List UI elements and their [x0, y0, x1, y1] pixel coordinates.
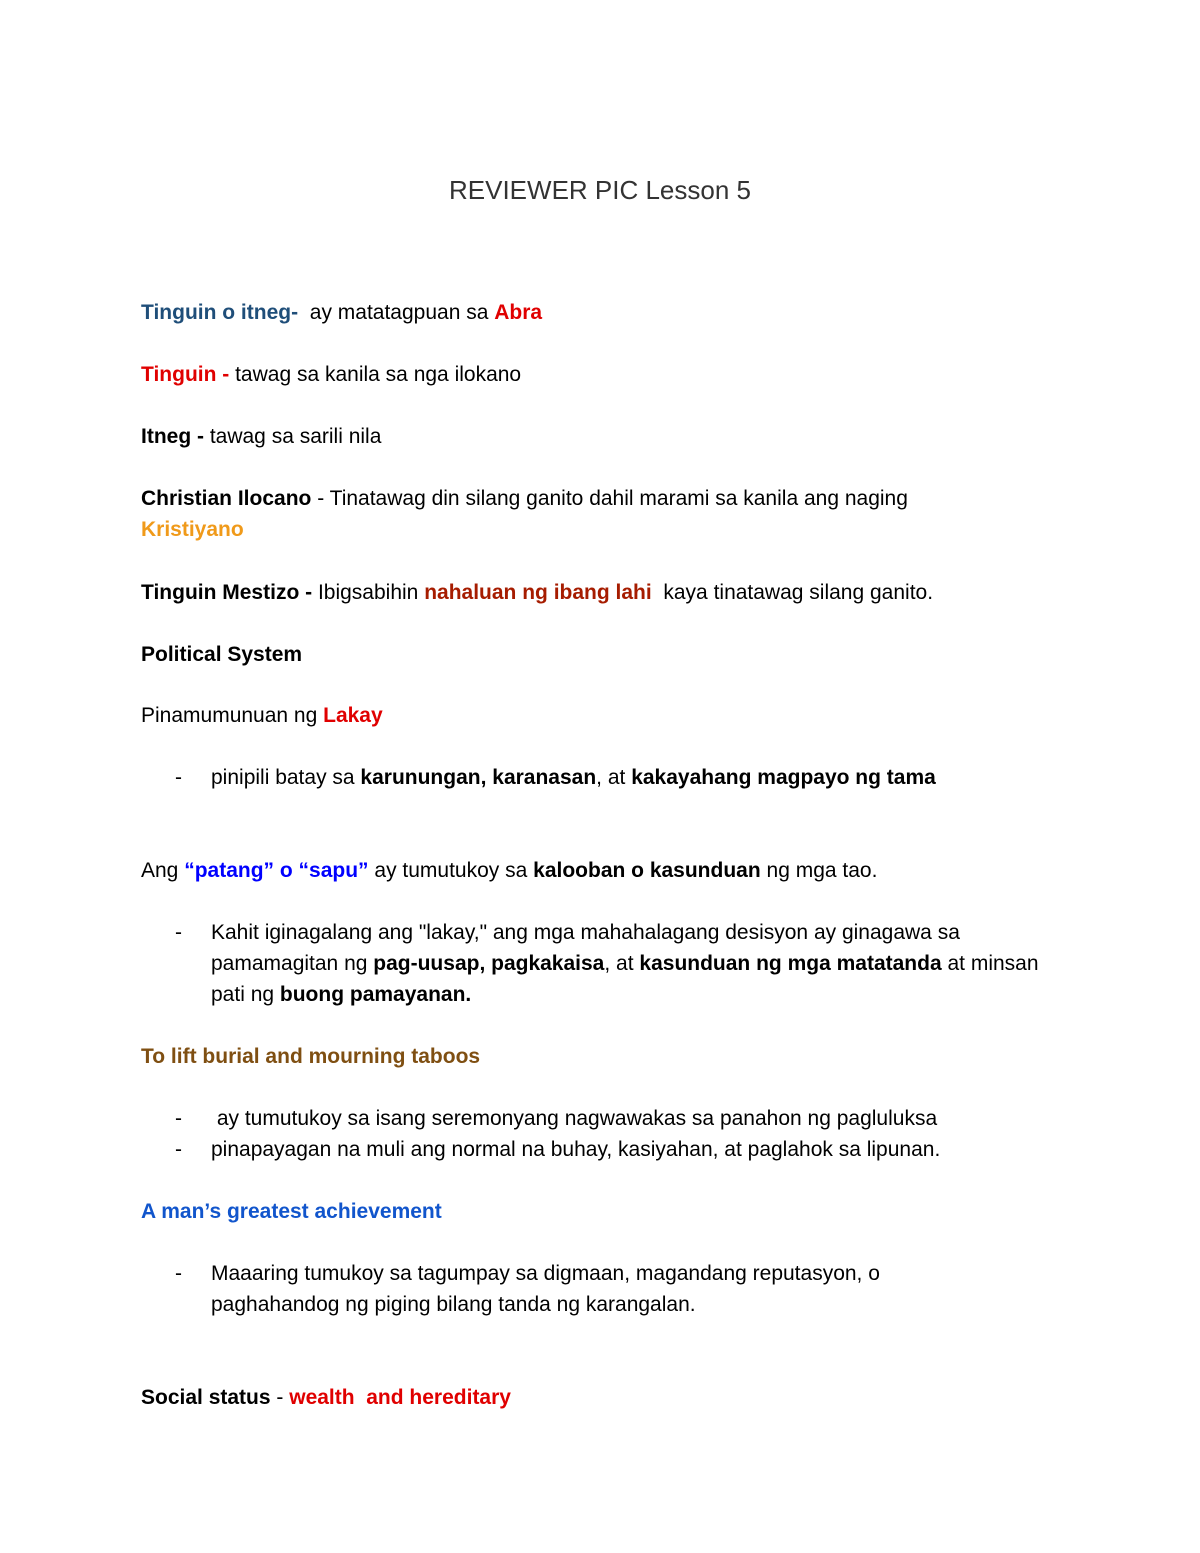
entry-christian-ilocano-cont — [141, 514, 244, 545]
bullet-seremonya: ay tumutukoy sa isang seremonyang nagwawakas sa panahon ng pagluluksa — [211, 1107, 938, 1130]
bullet-pinipili — [211, 762, 1071, 793]
entry-pinamumunuan — [141, 700, 383, 731]
entry-tinguin-o-itneg — [141, 297, 542, 328]
entry-patang-sapu — [141, 855, 877, 886]
entry-social-status — [141, 1382, 511, 1413]
definition-text: tawag sa sarili nila — [209, 425, 382, 448]
term-nahaluan: nahaluan ng ibang lahi — [424, 581, 652, 604]
text: , at — [596, 766, 632, 789]
bullet-dash: - — [175, 921, 182, 944]
definition-text: tawag sa kanila sa nga ilokano — [235, 363, 522, 386]
text: Pinamumunuan ng — [141, 704, 324, 727]
heading-burial-taboos: To lift burial and mourning taboos — [141, 1045, 481, 1068]
text: at minsan pati ng — [211, 952, 1039, 1006]
term-abra: Abra — [494, 301, 543, 324]
term-buong-pamayanan: buong pamayanan. — [279, 983, 472, 1006]
term-karunungan: karunungan, karanasan — [360, 766, 597, 789]
term-itneg: Itneg - — [141, 425, 210, 448]
bullet-dash: - — [175, 766, 182, 789]
definition-text: kaya tinatawag silang ganito. — [651, 581, 934, 604]
heading-greatest-achievement: A man’s greatest achievement — [141, 1200, 442, 1223]
text: Ang — [141, 859, 185, 882]
term-lakay: Lakay — [323, 704, 383, 727]
entry-christian-ilocano — [141, 483, 908, 514]
bullet-maaaring: Maaaring tumukoy sa tagumpay sa digmaan, magandang reputasyon, o paghahandog ng piging bilang tanda ng karangalan. — [211, 1262, 880, 1316]
definition-text: - Tinatawag din silang ganito dahil marami sa kanila ang naging — [311, 487, 908, 510]
text: , at — [604, 952, 640, 975]
term-kasunduan: kasunduan ng mga matatanda — [639, 952, 942, 975]
term-tinguin: Tinguin - — [141, 363, 236, 386]
term-kalooban: kalooban o kasunduan — [533, 859, 761, 882]
bullet-pinapayagan: pinapayagan na muli ang normal na buhay, kasiyahan, at paglahok sa lipunan. — [211, 1138, 941, 1161]
text: pinipili batay sa — [211, 766, 361, 789]
text: ay tumutukoy sa — [368, 859, 534, 882]
entry-tinguin-mestizo — [141, 577, 933, 608]
definition-text: Ibigsabihin — [317, 581, 425, 604]
text: Kahit iginagalang ang "lakay," ang mga mahahalagang desisyon ay ginagawa sa pamamagitan ng — [211, 921, 960, 975]
page-title: REVIEWER PIC Lesson 5 — [449, 175, 751, 205]
term-wealth-hereditary: wealth and hereditary — [289, 1386, 511, 1409]
bullet-dash: - — [175, 1107, 182, 1130]
term-tinguin-mestizo: Tinguin Mestizo - — [141, 581, 318, 604]
term-christian-ilocano: Christian Ilocano — [141, 487, 312, 510]
bullet-dash: - — [175, 1138, 182, 1161]
text: - — [270, 1386, 290, 1409]
text: ng mga tao. — [760, 859, 878, 882]
bullet-dash: - — [175, 1262, 182, 1285]
entry-tinguin — [141, 359, 521, 390]
entry-itneg — [141, 421, 381, 452]
term-kristiyano: Kristiyano — [141, 518, 244, 541]
term-pag-uusap: pag-uusap, pagkakaisa — [373, 952, 605, 975]
term-tinguin-o-itneg: Tinguin o itneg- — [141, 301, 299, 324]
definition-text: ay matatagpuan sa — [298, 301, 495, 324]
term-kakayahang: kakayahang magpayo ng tama — [631, 766, 936, 789]
term-patang-sapu: “patang” o “sapu” — [184, 859, 369, 882]
term-social-status: Social status — [141, 1386, 271, 1409]
heading-political-system: Political System — [141, 643, 303, 666]
bullet-kahit — [211, 917, 1061, 1010]
